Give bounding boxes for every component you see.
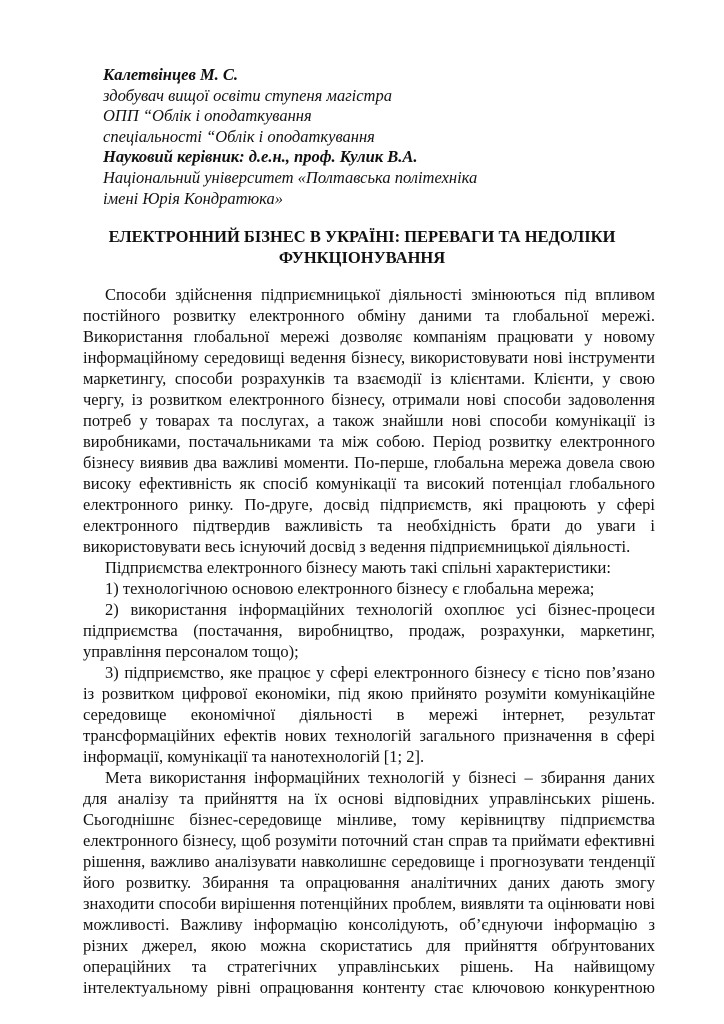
author-status: здобувач вищої освіти ступеня магістра	[103, 85, 392, 105]
text-line: бізнесу виявив два важливі моменти. По-перше, глобальна мережа довела свою	[83, 453, 655, 472]
text-line: його розвитку. Збирання та опрацювання аналітичних даних дають змогу	[83, 873, 655, 892]
text-line: із розвитком цифрової економіки, під якою прийнято розуміти комунікаційне	[83, 684, 655, 703]
text-line: маркетингу, способи розрахунків та взаємодії із клієнтами. Клієнти, у свою	[83, 369, 655, 388]
author-specialty: спеціальності “Облік і оподаткування	[103, 126, 375, 146]
text-line: 2) використання інформаційних технологій охоплює усі бізнес-процеси	[105, 600, 655, 619]
paragraph	[83, 662, 655, 767]
text-line: чергу, із розвитком електронного бізнесу, отримали нові способи задоволення	[83, 390, 655, 409]
supervisor: Науковий керівник: д.е.н., проф. Кулик В.А.	[103, 147, 418, 167]
text-line: Мета використання інформаційних технологій у бізнесі – збирання даних	[105, 768, 655, 787]
text-line: середовище економічної діяльності в мережі інтернет, результат	[83, 705, 655, 724]
author-name: Калетвінцев М. С.	[103, 65, 239, 84]
text-line: Використання глобальної мережі дозволяє компаніям працювати у новому	[83, 327, 655, 346]
text-line: управління персоналом тощо);	[83, 642, 299, 661]
text-line: Способи здійснення підприємницької діяльності змінюються під впливом	[105, 285, 655, 304]
text-line: підприємства (постачання, виробництво, продаж, розрахунки, маркетинг,	[83, 621, 655, 640]
article-title	[60, 227, 664, 268]
title-line-2: ФУНКЦІОНУВАННЯ	[278, 247, 446, 267]
text-line: електронного ринку. По-друге, досвід підприємств, які працюють у сфері	[83, 495, 655, 514]
text-line: використовувати весь існуючий досвід з ведення підприємницької діяльності.	[83, 537, 631, 556]
text-line: операційних та стратегічних управлінських рішень. На найвищому	[83, 957, 655, 976]
author-block	[103, 65, 477, 209]
paragraph	[83, 557, 655, 578]
university-line-2: імені Юрія Кондратюка»	[103, 188, 283, 208]
title-line-1: ЕЛЕКТРОННИЙ БІЗНЕС В УКРАЇНІ: ПЕРЕВАГИ ТА НЕДОЛІКИ	[108, 227, 616, 246]
text-line: високу ефективність як спосіб комунікації та високий потенціал глобального	[83, 474, 655, 493]
university-line-1: Національний університет «Полтавська політехніка	[103, 167, 478, 187]
text-line: електронного бізнесу, щоб розуміти поточний стан справ та приймати ефективні	[83, 831, 655, 850]
text-line: електронного підтвердив важливість та необхідність брати до уваги і	[83, 516, 655, 535]
text-line: постійного розвитку електронного обміну даними та глобальної мережі.	[83, 306, 655, 325]
text-line: для аналізу та прийняття на їх основі відповідних управлінських рішень.	[83, 789, 655, 808]
paragraph	[83, 767, 655, 998]
text-line: знаходити способи вирішення потенційних проблем, виявляти та оцінювати нові	[83, 894, 655, 913]
text-line: Сьогоднішнє бізнес-середовище мінливе, тому керівництву підприємства	[83, 810, 655, 829]
text-line: можливості. Важливу інформацію консолідують, об’єднуючи інформацію з	[83, 915, 655, 934]
text-line: виробниками, постачальниками та між собою. Період розвитку електронного	[83, 432, 655, 451]
text-line: потреб у товарах та послугах, а також знайшли нові способи комунікації із	[83, 411, 655, 430]
author-program: ОПП “Облік і оподаткування	[103, 106, 312, 126]
text-line: трансформаційних ефектів нових технологій загального призначення в сфері	[83, 726, 655, 745]
text-line: рішення, важливо аналізувати навколишнє середовище і прогнозувати тенденції	[83, 852, 655, 871]
text-line: інформації, комунікації та нанотехнологій [1; 2].	[83, 747, 425, 766]
text-line: 3) підприємство, яке працює у сфері електронного бізнесу є тісно пов’язано	[105, 663, 655, 682]
text-line: інформаційному середовищі ведення бізнесу, використовувати нові інструменти	[83, 348, 655, 367]
text-line: Підприємства електронного бізнесу мають такі спільні характеристики:	[105, 558, 611, 577]
article-body	[83, 284, 655, 998]
text-line: інтелектуальному рівні опрацювання контенту стає ключовою конкурентною	[83, 978, 655, 997]
text-line: 1) технологічною основою електронного бізнесу є глобальна мережа;	[105, 579, 595, 598]
paragraph	[83, 284, 655, 557]
paragraph	[83, 578, 655, 599]
text-line: різних джерел, якою можна скористатись для прийняття обґрунтованих	[83, 936, 655, 955]
paragraph	[83, 599, 655, 662]
